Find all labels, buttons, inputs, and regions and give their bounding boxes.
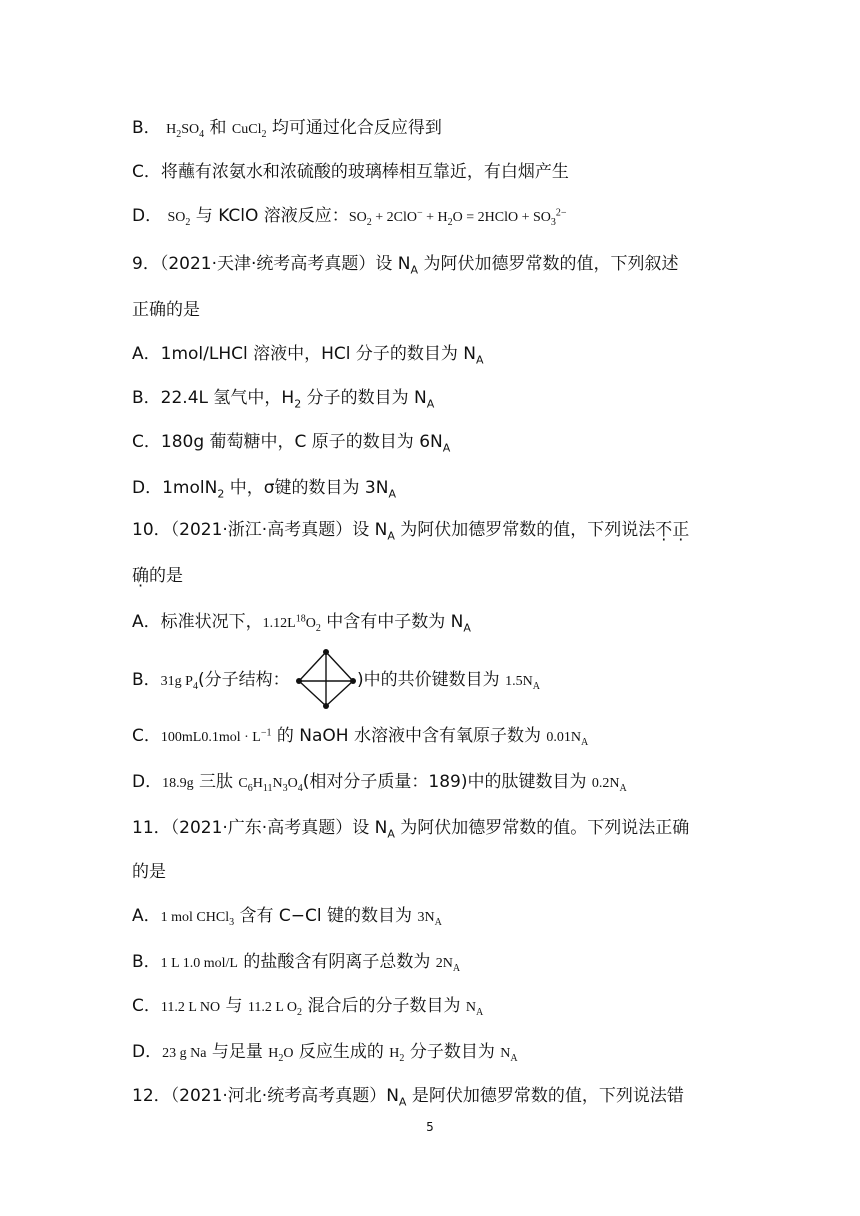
- option-d-q8: D． $SO_2$ 与 KClO 溶液反应：$SO_2 + 2ClO^- + H_2O$ = 2HClO + $SO_3^{2-}$: [132, 206, 567, 228]
- option-b-q9: B．22.4L 氢气中，$H_2$ 分子的数目为 $N_A$: [132, 388, 435, 411]
- question-9-stem: 9．（2021·天津·统考高考真题）设 $N_A$ 为阿伏加德罗常数的值，下列叙述: [132, 254, 679, 277]
- question-11-stem-cont: 的是: [132, 862, 166, 882]
- question-10-stem: 10．（2021·浙江·高考真题）设 $N_A$ 为阿伏加德罗常数的值，下列说法不正: [132, 520, 690, 543]
- option-d-q11: D．23 g Na 与足量 $H_2O$ 反应生成的 $H_2$ 分子数目为 $N_A$: [132, 1042, 518, 1064]
- page-number: 5: [426, 1120, 434, 1134]
- question-11-stem: 11．（2021·广东·高考真题）设 $N_A$ 为阿伏加德罗常数的值。下列说法正确: [132, 818, 690, 841]
- option-c-q10: C．$100mL0.1mol \cdot L^{-1}$ 的 NaOH 水溶液中含有氧原子数为 $0.01N_A$: [132, 726, 589, 748]
- option-a-q9: A．1mol/LHCl 溶液中，HCl 分子的数目为 $N_A$: [132, 344, 484, 367]
- question-12-stem: 12．（2021·河北·统考高考真题）$N_A$ 是阿伏加德罗常数的值，下列说法错: [132, 1086, 684, 1109]
- question-9-stem-cont: 正确的是: [132, 300, 200, 320]
- option-c-q8: C．将蘸有浓氨水和浓硫酸的玻璃棒相互靠近，有白烟产生: [132, 162, 569, 182]
- question-10-stem-cont: 确的是: [132, 566, 183, 586]
- option-c-q11: C．11.2 L NO 与 11.2 L $O_2$ 混合后的分子数目为 $N_A$: [132, 996, 484, 1018]
- option-b-q11: B．1 L 1.0 mol/L 的盐酸含有阴离子总数为 $2N_A$: [132, 952, 461, 974]
- option-a-q11: A．1 mol CHCl$_3$ 含有 C−Cl 键的数目为 $3N_A$: [132, 906, 442, 928]
- option-b-q8: B． $H_2SO_4$ 和 CuCl$_2$ 均可通过化合反应得到: [132, 118, 442, 140]
- option-c-q9: C．180g 葡萄糖中，C 原子的数目为 $6N_A$: [132, 432, 451, 455]
- p4-tetrahedron-structure: [295, 649, 357, 709]
- option-a-q10: A．标准状况下，$1.12L^{18}O_2$ 中含有中子数为 $N_A$: [132, 612, 471, 635]
- option-d-q9: D．1molN$_2$ 中，σ键的数目为 $3N_A$: [132, 478, 396, 501]
- option-d-q10: D．18.9g 三肽 $C_6H_{11}N_3O_4$(相对分子质量：189)中的肽键数目为 $0.2N_A$: [132, 772, 627, 794]
- option-b-q10: B．31g $P_4$(分子结构： )中的共价键数目为 $1.5N_A$: [132, 668, 540, 694]
